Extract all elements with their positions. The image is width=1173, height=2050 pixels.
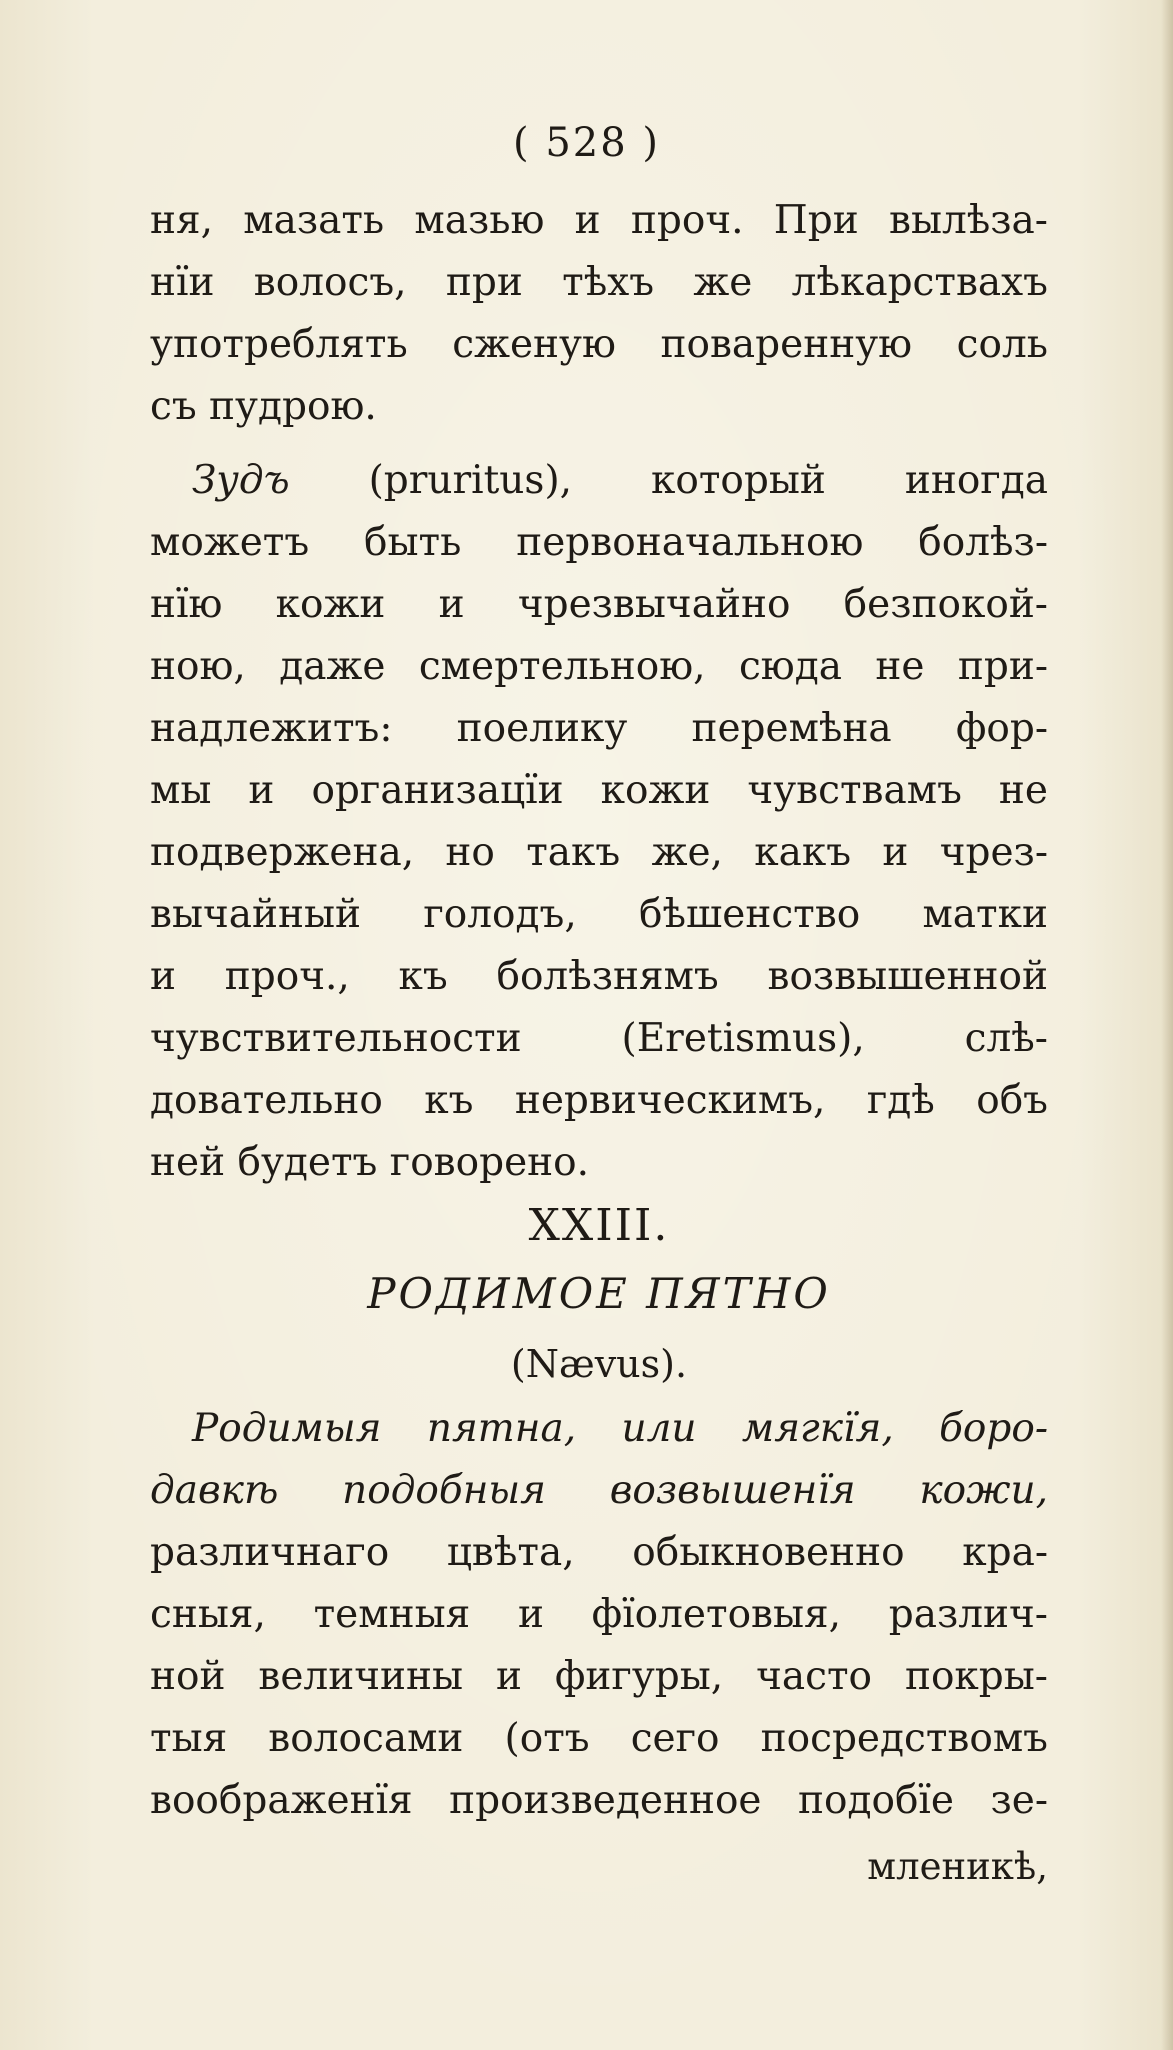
paragraph-line: довательно къ нервическимъ, гдѣ объ (150, 1078, 1048, 1123)
paragraph-line: подвержена, но такъ же, какъ и чрез- (150, 830, 1048, 875)
paragraph-first-line (150, 450, 1048, 512)
paragraph-line: ней будетъ говорено. (150, 1140, 590, 1185)
paragraph-line: ня, мазать мазью и проч. При вылѣза- (150, 198, 1048, 243)
paragraph-gap (150, 438, 1048, 450)
paragraph-line: и проч., къ болѣзнямъ возвышенной (150, 954, 1048, 999)
section-latin-name: (Nævus). (510, 1342, 688, 1386)
text-block (150, 190, 1048, 1902)
paragraph-line: ной величины и фигуры, часто покры- (150, 1654, 1048, 1699)
paragraph-line: вычайный голодъ, бѣшенство матки (150, 892, 1048, 937)
paragraph-line: различнаго цвѣта, обыкновенно кра- (150, 1530, 1048, 1575)
paragraph-line: мы и организацїи кожи чувствамъ не (150, 768, 1048, 813)
paragraph-line: нїи волосъ, при тѣхъ же лѣкарствахъ (150, 260, 1048, 305)
paragraph-italic-line: давкѣ подобныя возвышенїя кожи, (150, 1468, 1048, 1513)
term-itch: Зудъ (192, 458, 290, 503)
paragraph-line: тыя волосами (отъ сего посредствомъ (150, 1716, 1048, 1761)
paragraph-line-rest: (pruritus), который иногда (368, 458, 1048, 503)
paragraph-line: нїю кожи и чрезвычайно безпокой- (150, 582, 1048, 627)
section-title: РОДИМОЕ ПЯТНО (367, 1269, 831, 1318)
paragraph-italic-line: Родимыя пятна, или мягкїя, боро- (192, 1406, 1048, 1451)
paragraph-line: сныя, темныя и фїолетовыя, различ- (150, 1592, 1048, 1637)
paragraph-line: воображенїя произведенное подобїе зе- (150, 1778, 1048, 1823)
paragraph-line: надлежитъ: поелику перемѣна фор- (150, 706, 1048, 751)
paragraph-line: ною, даже смертельною, сюда не при- (150, 644, 1048, 689)
paragraph-line: можетъ быть первоначальною болѣз- (150, 520, 1048, 565)
page-edge-shadow (1161, 0, 1173, 2050)
section-number: XXIII. (528, 1200, 670, 1251)
paragraph-line: съ пудрою. (150, 384, 377, 429)
page-number: ( 528 ) (513, 120, 660, 166)
catchword: мленикѣ, (867, 1845, 1048, 1888)
paragraph-line: употреблять сженую поваренную соль (150, 322, 1048, 367)
paragraph-line: чувствительности (Eretismus), слѣ- (150, 1016, 1048, 1061)
